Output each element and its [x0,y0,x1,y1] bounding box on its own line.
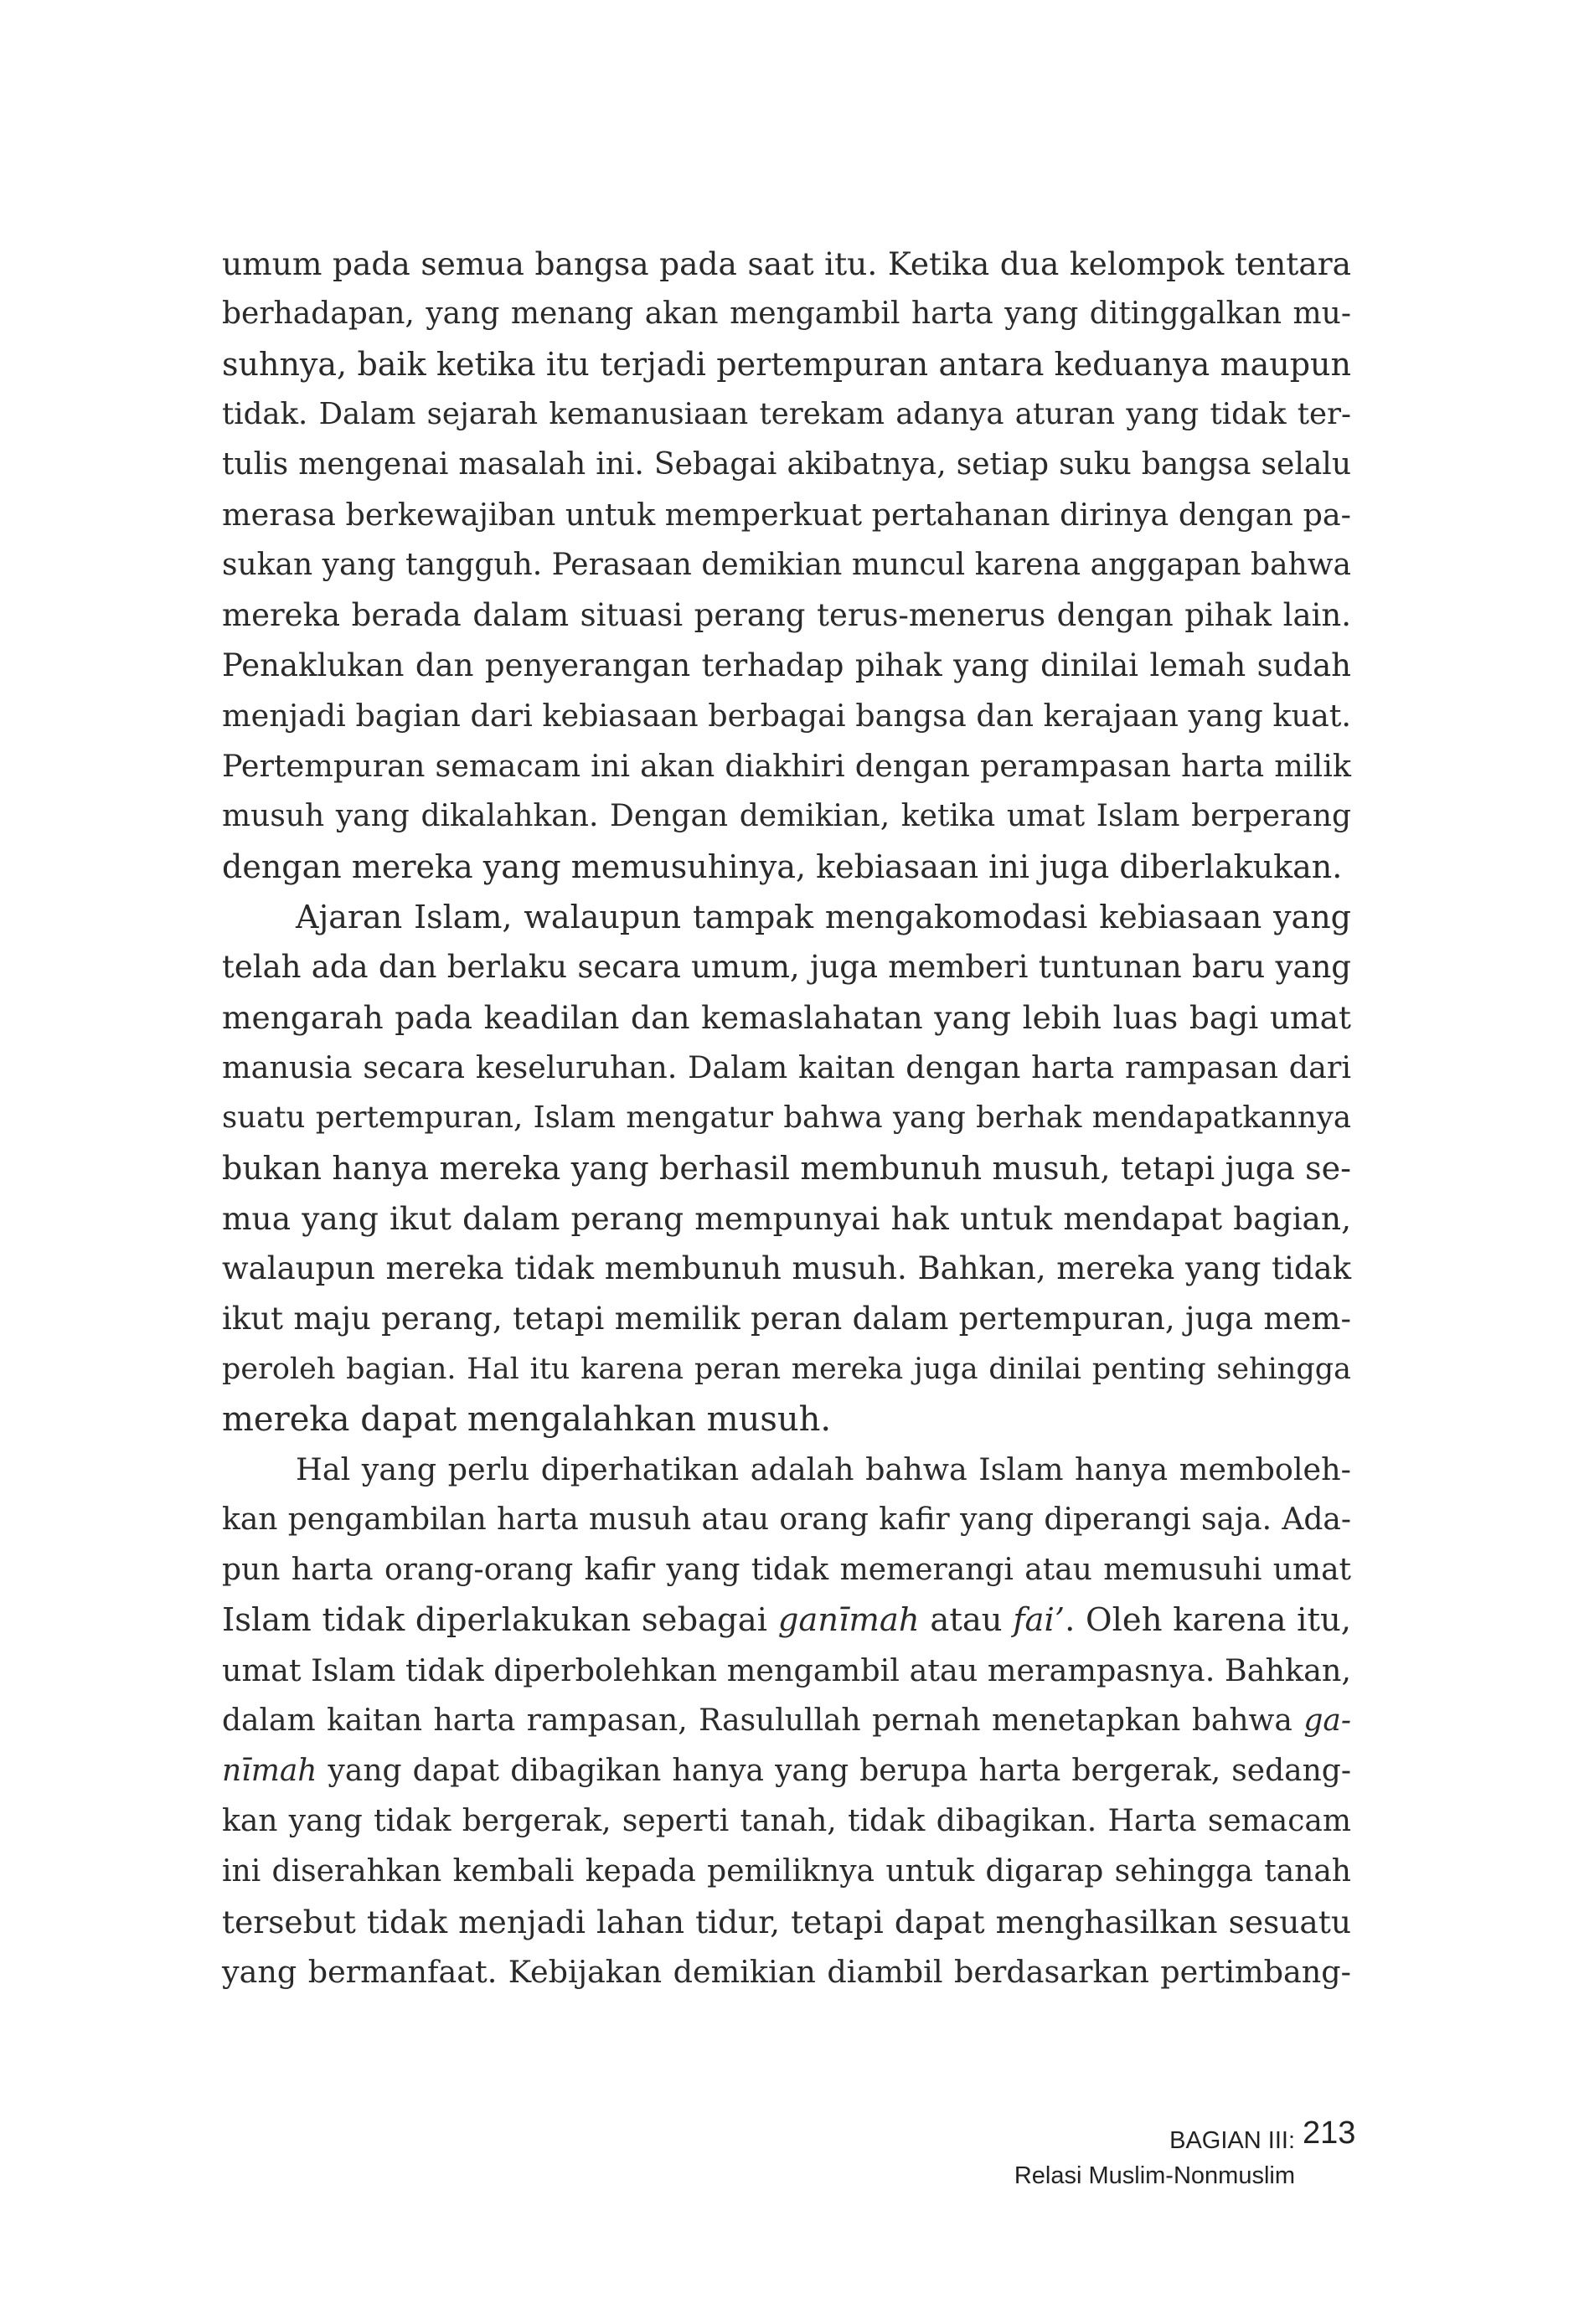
paragraph-1 [222,239,1351,892]
text-line: sukan yang tangguh. Perasaan demikian muncul karena anggapan bahwa [222,548,1351,582]
line-text: yang dapat dibagikan hanya yang berupa harta bergerak, sedang- [317,1754,1351,1788]
term-ganimah-start: ga- [1303,1703,1351,1738]
text-line: mua yang ikut dalam perang mempunyai hak untuk mendapat bagian, [222,1200,1351,1237]
text-line: berhadapan, yang menang akan mengambil harta yang ditinggalkan mu- [222,296,1351,331]
text-line: pun harta orang-orang kafir yang tidak memerangi atau memusuhi umat [222,1553,1351,1587]
text-line: kan pengambilan harta musuh atau orang kafir yang diperangi saja. Ada- [222,1502,1351,1537]
text-line: mereka berada dalam situasi perang terus-menerus dengan pihak lain. [222,597,1351,633]
text-line: umat Islam tidak diperbolehkan mengambil atau merampasnya. Bahkan, [222,1652,1351,1688]
term-ganimah: ganīmah [777,1601,920,1639]
text-line: tulis mengenai masalah ini. Sebagai akibatnya, setiap suku bangsa selalu [222,447,1351,482]
text-line: Hal yang perlu diperhatikan adalah bahwa Islam hanya memboleh- [296,1451,1351,1487]
text-line: kan yang tidak bergerak, seperti tanah, tidak dibagikan. Harta semacam [222,1804,1351,1838]
body-text [222,239,1351,1997]
line-text: . Oleh karena itu, [1065,1601,1352,1639]
term-ganimah-end: nīmah [222,1754,317,1788]
running-footer [1014,2123,1295,2193]
text-line: walaupun mereka tidak membunuh musuh. Bahkan, mereka yang tidak [222,1250,1351,1286]
text-line: mereka dapat mengalahkan musuh. [222,1400,832,1439]
term-fai: fai’ [1013,1601,1065,1639]
text-line: telah ada dan berlaku secara umum, juga memberi tuntunan baru yang [222,949,1351,985]
line-text: atau [919,1601,1014,1639]
text-line: bukan hanya mereka yang berhasil membunuh musuh, tetapi juga se- [222,1150,1351,1187]
text-line: menjadi bagian dari kebiasaan berbagai bangsa dan kerajaan yang kuat. [222,698,1351,734]
line-text: Islam tidak diperlakukan sebagai [222,1601,778,1639]
footer-section-title: BAGIAN III: [1169,2127,1295,2154]
text-line: umum pada semua bangsa pada saat itu. Ketika dua kelompok tentara [222,245,1351,282]
text-line: mengarah pada keadilan dan kemaslahatan yang lebih luas bagi umat [222,999,1351,1036]
paragraph-2 [222,892,1351,1445]
paragraph-3 [222,1445,1351,1997]
text-line: musuh yang dikalahkan. Dengan demikian, ketika umat Islam berperang [222,799,1351,833]
text-line: peroleh bagian. Hal itu karena peran mereka juga dinilai penting sehingga [222,1353,1351,1386]
text-line: suhnya, baik ketika itu terjadi pertempuran antara keduanya maupun [222,346,1351,383]
text-line: ikut maju perang, tetapi memilik peran dalam pertempuran, juga mem- [222,1301,1351,1337]
text-line [222,1696,1351,1746]
text-line: manusia secara keseluruhan. Dalam kaitan dengan harta rampasan dari [222,1049,1351,1085]
footer-subtitle: Relasi Muslim-Nonmuslim [1014,2162,1295,2189]
text-line: ini diserahkan kembali kepada pemiliknya untuk digarap sehingga tanah [222,1854,1351,1889]
text-line [222,1746,1351,1796]
text-line: yang bermanfaat. Kebijakan demikian diambil berdasarkan pertimbang- [222,1954,1351,1990]
text-line: Ajaran Islam, walaupun tampak mengakomodasi kebiasaan yang [296,899,1351,935]
text-line [222,1595,1351,1646]
text-line: merasa berkewajiban untuk memperkuat pertahanan dirinya dengan pa- [222,497,1351,533]
line-text: dalam kaitan harta rampasan, Rasulullah pernah menetapkan bahwa [222,1703,1304,1738]
text-line: Penaklukan dan penyerangan terhadap pihak yang dinilai lemah sudah [222,647,1351,683]
text-line: tersebut tidak menjadi lahan tidur, tetapi dapat menghasilkan sesuatu [222,1904,1351,1940]
text-line: Pertempuran semacam ini akan diakhiri dengan perampasan harta milik [222,748,1351,784]
text-line: suatu pertempuran, Islam mengatur bahwa yang berhak mendapatkannya [222,1100,1351,1135]
text-line: tidak. Dalam sejarah kemanusiaan terekam adanya aturan yang tidak ter- [222,397,1351,431]
page-number: 213 [1303,2115,1356,2151]
text-line: dengan mereka yang memusuhinya, kebiasaan ini juga diberlakukan. [222,848,1343,885]
